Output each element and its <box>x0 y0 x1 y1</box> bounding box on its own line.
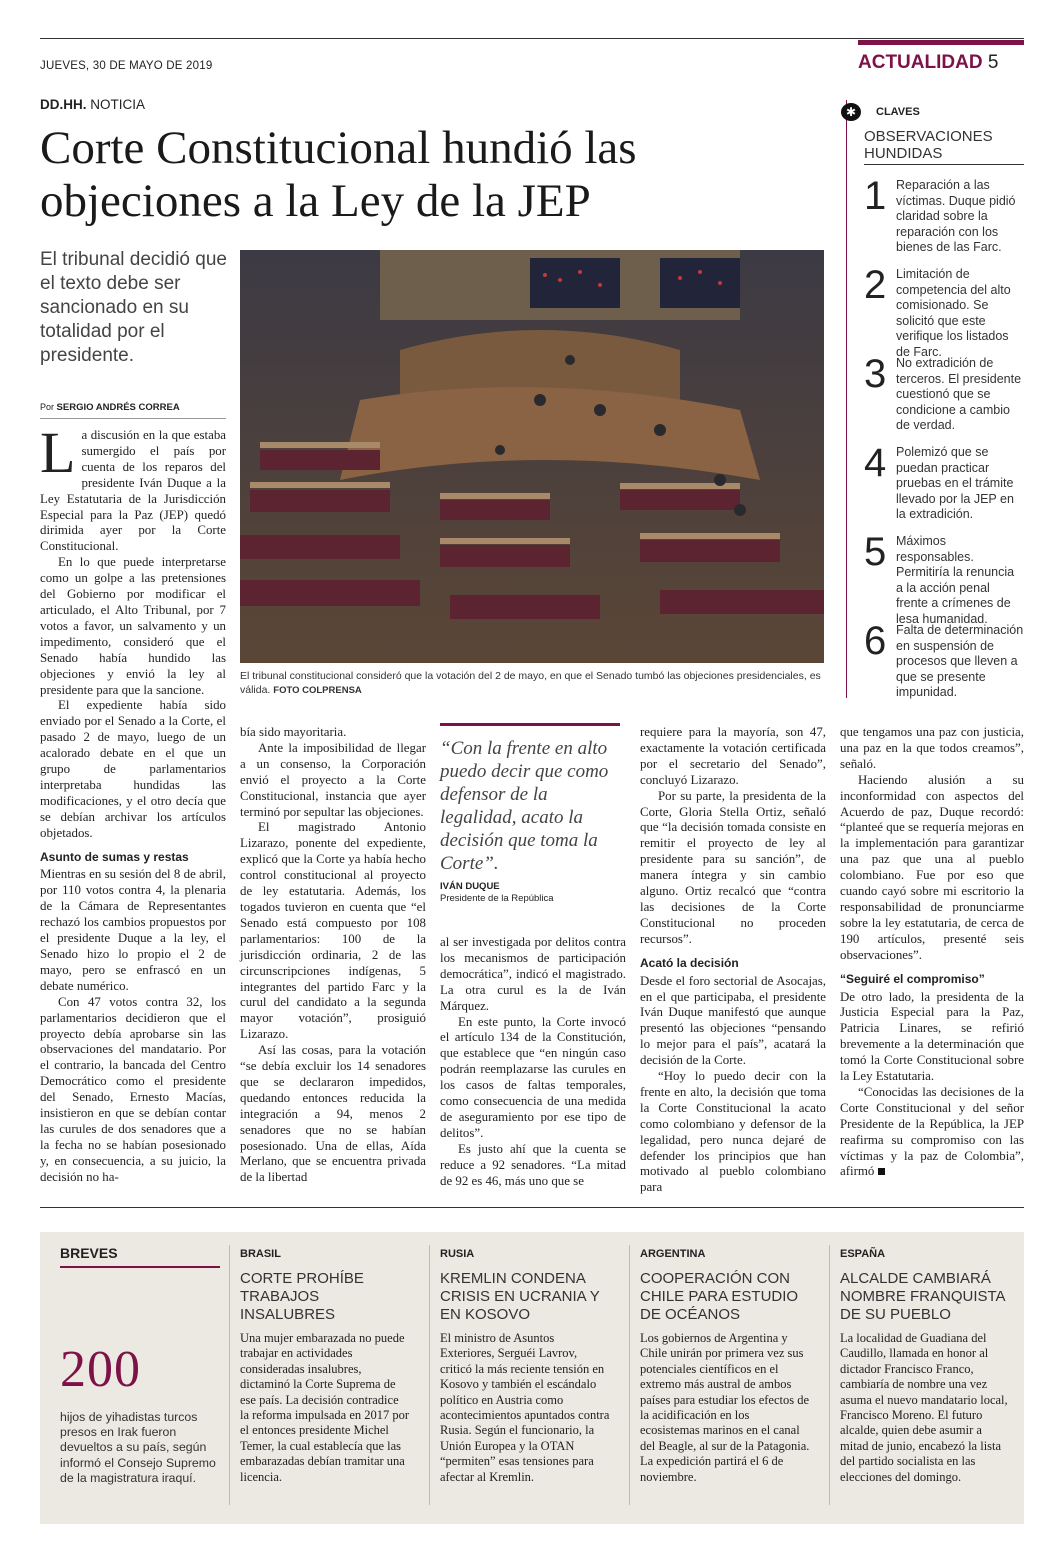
article-column-1 <box>40 420 226 1186</box>
clave-text: Polemizó que se puedan practicar pruebas en el trámite llevado por la JEP en la extradición. <box>896 445 1014 521</box>
clave-text: Falta de determinación en suspensión de procesos que lleven a que se presente impunidad. <box>896 623 1024 699</box>
clave-text: Máximos responsables. Permitiría la renuncia a la acción penal frente a crímenes de lesa humanidad. <box>896 534 1015 626</box>
breves-top-rule <box>40 1207 1024 1208</box>
clave-number: 2 <box>864 263 887 307</box>
article-column-3 <box>440 935 626 1190</box>
brief-body: La localidad de Guadiana del Caudillo, llamada en honor al dictador Francisco Franco, cambiaría de nombre una vez asuma el nuevo mandatario local, Francisco Moreno. El futuro alcalde, quien debe asumir a mitad de junio, encabezó la lista del partido socialista en las elecciones del domingo. <box>840 1331 1008 1484</box>
headline: Corte Constitucional hundió las objeciones a la Ley de la JEP <box>40 122 637 227</box>
paragraph: al ser investigada por delitos contra los mecanismos de participación democrática”, indicó el magistrado. La otra curul es la de Iván Márquez. <box>440 935 626 1013</box>
brief-body: El ministro de Asuntos Exteriores, Serguéi Lavrov, criticó la más reciente tensión en Kosovo y también el escándalo político en Austria como acontecimientos apuntados contra Rusia. Según el funcionario, la Unión Europea y la OTAN “permiten” esas tensiones para afectar al Kremlin. <box>440 1331 610 1484</box>
clave-number: 6 <box>864 619 887 663</box>
claves-title-rule <box>864 164 1024 165</box>
paragraph-text: “Conocidas las decisiones de la Corte Constitucional y del señor Presidente de la República, la JEP reafirma su compromiso con las víctimas y la paz de Colombia”, afirmó <box>840 1084 1024 1179</box>
paragraph: “Hoy lo puedo decir con la frente en alto, la decisión que toma la Corte Constitucional la acato como colombiano y defensor de la legalidad, pero nunca dejaré de defender los principios que han motivado al pueblo colombiano para <box>640 1069 826 1195</box>
brief-body: Una mujer embarazada no puede trabajar en actividades consideradas insalubres, dictaminó la Corte Suprema de ese país. La decisión contradice la reforma impulsada en 2017 por el entonces presidente Michel Temer, la cual establecía que las embarazadas debían tramitar una licencia. <box>240 1331 410 1484</box>
big-number: 200 <box>60 1341 141 1398</box>
subheading: Asunto de sumas y restas <box>40 849 189 864</box>
lead-text: a discusión en la que estaba sumergido el país por cuenta de los reparos del presidente Iván Duque a la Ley Estatutaria de la Jurisdicción Especial para la Paz (JEP) quedó dirimida ayer por la Corte Constitucional. <box>40 428 226 554</box>
page-number: 5 <box>987 52 999 73</box>
paragraph: requiere para la mayoría, son 47, exactamente la votación certificada por el secretario del Senado”, concluyó Lizarazo. <box>640 725 826 787</box>
paragraph: que tengamos una paz con justicia, una paz en la que todos creamos”, señaló. <box>840 725 1024 771</box>
clave-text: No extradición de terceros. El presidente cuestionó que se condicione a cambio de verdad. <box>896 356 1022 432</box>
breves-label: BREVES <box>60 1245 118 1261</box>
quote-attribution <box>440 881 554 905</box>
subhead: El tribunal decidió que el texto debe ser sancionado en su totalidad por el presidente. <box>40 249 227 366</box>
clave-text: Limitación de competencia del alto comisionado. Se solicitó que este verifique los listados de Farc. <box>896 267 1011 359</box>
end-mark-icon <box>878 1168 885 1175</box>
paragraph: Desde el foro sectorial de Asocajas, en el que participaba, el presidente Iván Duque manifestó que aunque presentó las objeciones “pensando lo mejor para el país”, acatará la decisión de la Corte. <box>640 973 826 1068</box>
subheading: Acató la decisión <box>640 955 739 970</box>
brief-country: RUSIA <box>440 1248 475 1260</box>
quote-role: Presidente de la República <box>440 893 554 904</box>
lead-paragraph <box>40 420 226 555</box>
brief-item <box>640 1248 810 1485</box>
brief-item <box>440 1248 610 1485</box>
paragraph: Ante la imposibilidad de llegar a un consenso, la Corporación envió el proyecto a la Corte Constitucional, instancia que ayer terminó por sepultar las objeciones. <box>240 740 426 819</box>
paragraph: El magistrado Antonio Lizarazo, ponente del expediente, explicó que la Corte ya había hecho control constitucional al proyecto de ley estatutaria. Además, los togados tuvieron en cuenta que “el Senado está compuesto por 108 parlamentarios: 100 de la jurisdicción ordinaria, 2 de las circunscripciones indígenas, 5 integrantes del partido Farc y la curul del candidato a la segunda mayor votación”, prosiguió Lizarazo. <box>240 820 426 1042</box>
key-icon: ✱ <box>841 103 861 121</box>
pull-quote: “Con la frente en alto puedo decir que como defensor de la legalidad, acato la decisión que toma la Corte”. <box>440 738 609 874</box>
brief-title: COOPERACIÓN CON CHILE PARA ESTUDIO DE OCÉANOS <box>640 1270 799 1323</box>
claves-label: CLAVES <box>876 106 920 118</box>
kicker-bold: DD.HH. <box>40 97 87 112</box>
clave-item <box>864 619 1024 703</box>
section-title <box>858 52 998 74</box>
clave-text: Reparación a las víctimas. Duque pidió claridad sobre la reparación con los bienes de las Farc. <box>896 178 1016 254</box>
breves-rule <box>60 1266 220 1268</box>
paragraph: El expediente había sido enviado por el Senado a la Corte, el pasado 2 de mayo, luego de un acalorado debate en el que un grupo de parlamentarios interpretaba hundidas las modificaciones, y el otro decía que se debían archivar los artículos objetados. <box>40 698 226 840</box>
brief-title: KREMLIN CONDENA CRISIS EN UCRANIA Y EN KOSOVO <box>440 1270 600 1323</box>
byline-rule <box>40 418 226 419</box>
photo-illustration <box>240 250 824 663</box>
clave-number: 5 <box>864 530 887 574</box>
brief-country: ESPAÑA <box>840 1248 886 1260</box>
paragraph: En este punto, la Corte invocó el artículo 134 de la Constitución, que establece que “en ningún caso podrán reemplazarse las curules en los casos de faltas temporales, como consecuencia de una medida de aseguramiento por ese tipo de delitos”. <box>440 1014 626 1140</box>
paragraph: Haciendo alusión a su inconformidad con aspectos del Acuerdo de paz, Duque recordó: “planteé que se requería mejoras en la implementación para garantizar una paz que una al pueblo colombiano. Fue por eso que cuando cayó sobre mi escritorio la responsabilidad de pronunciarme sobre la ley estatutaria, de cerca de 190 artículos, presenté seis observaciones”. <box>840 772 1024 962</box>
brief-title: CORTE PROHÍBE TRABAJOS INSALUBRES <box>240 1270 364 1323</box>
section-name: ACTUALIDAD <box>858 52 983 73</box>
issue-date: JUEVES, 30 DE MAYO DE 2019 <box>40 60 213 72</box>
brief-title: ALCALDE CAMBIARÁ NOMBRE FRANQUISTA DE SU PUEBLO <box>840 1270 1005 1323</box>
brief-country: ARGENTINA <box>640 1248 706 1260</box>
article-column-5 <box>840 725 1024 1180</box>
photo-caption <box>240 669 824 698</box>
subheading: “Seguiré el compromiso” <box>840 971 985 986</box>
claves-rule <box>846 100 847 698</box>
breves-divider <box>829 1245 830 1505</box>
clave-item <box>864 263 1024 359</box>
clave-number: 1 <box>864 174 887 218</box>
section-bar <box>858 40 1024 45</box>
byline-prefix: Por <box>40 402 55 412</box>
paragraph <box>840 1085 1024 1180</box>
quote-author: IVÁN DUQUE <box>440 881 500 892</box>
breves-divider <box>629 1245 630 1505</box>
breves-divider <box>429 1245 430 1505</box>
caption-text: El tribunal constitucional consideró que la votación del 2 de mayo, en que el Senado tumbó las objeciones presidenciales, es válida. <box>240 670 821 696</box>
paragraph: Así las cosas, para la votación “se debía excluir los 14 senadores que se declararon impedidos, quedando entonces reducida la integración a 94, menos 2 senadores que no se habían posesionado. Una de ellas, Aída Merlano, que se encuentra privada de la libertad <box>240 1043 426 1185</box>
breves-divider <box>229 1245 230 1505</box>
clave-item <box>864 352 1024 436</box>
top-rule <box>40 38 1024 39</box>
brief-item <box>240 1248 410 1485</box>
kicker-type: NOTICIA <box>90 97 146 112</box>
clave-item <box>864 530 1024 626</box>
dropcap: L <box>40 420 76 485</box>
paragraph: En lo que puede interpretarse como un golpe a las pretensiones del Gobierno por modificar el articulado, el Alto Tribunal, por 7 votos a favor, un salvamento y un impedimento, consideró que el Senado había hundido las objeciones y envió la ley al presidente para que la sancione. <box>40 555 226 697</box>
clave-item <box>864 174 1024 258</box>
article-column-2 <box>240 725 426 1186</box>
senate-chamber-photo <box>240 250 824 663</box>
brief-item <box>840 1248 1010 1485</box>
kicker <box>40 97 145 112</box>
paragraph-text: De otro lado, la presidenta de la Justicia Especial para la Paz, Patricia Linares, se refirió brevemente a la determinación que tomó la Corte Constitucional sobre la Ley Estatutaria. <box>840 989 1024 1084</box>
article-column-4 <box>640 725 826 1196</box>
paragraph: Mientras en su sesión del 8 de abril, por 110 votos contra 4, la plenaria de la Cámara de Representantes rechazó los cambios propuestos por el presidente Duque a la ley, el Senado hizo lo propio el 2 de mayo, pero se enfrascó en un debate numérico. <box>40 867 226 993</box>
paragraph <box>840 990 1024 1085</box>
byline <box>40 402 180 413</box>
clave-number: 3 <box>864 352 887 396</box>
paragraph: bía sido mayoritaria. <box>240 725 347 739</box>
clave-number: 4 <box>864 441 887 485</box>
big-number-text: hijos de yihadistas turcos presos en Irak fueron devueltos a su país, según informó el Consejo Supremo de la magistratura iraquí. <box>60 1410 216 1485</box>
clave-item <box>864 441 1024 525</box>
paragraph: Con 47 votos contra 32, los parlamentarios decidieron que el proyecto debía aprobarse sin las observaciones del mandatario. Por el contrario, la bancada del Centro Democrático como el presidente del Senado, Ernesto Macías, insistieron en que se debían contar las curules de dos senadores que a la fecha no se habían posesionado y, en consecuencia, a su juicio, la decisión no ha- <box>40 994 226 1184</box>
claves-title: OBSERVACIONES HUNDIDAS <box>864 128 993 162</box>
quote-rule <box>440 723 620 726</box>
photo-credit: FOTO COLPRENSA <box>273 685 362 696</box>
brief-body: Los gobiernos de Argentina y Chile unirán por primera vez sus potenciales científicos en el extremo más austral de ambos países para estudiar los efectos de la acidificación en los ecosistemas marinos en el canal del Beagle, al sur de la Patagonia. La expedición partirá el 6 de noviembre. <box>640 1331 810 1484</box>
paragraph: Por su parte, la presidenta de la Corte, Gloria Stella Ortiz, señaló que “la decisión tomada consiste en remitir el proyecto de ley al presidente para su sanción”, de manera íntegra y sin cambio alguno. Ortiz recalcó que “contra las decisiones de la Corte Constitucional no proceden recursos”. <box>640 788 826 946</box>
byline-author: SERGIO ANDRÉS CORREA <box>56 402 180 413</box>
brief-country: BRASIL <box>240 1248 281 1260</box>
paragraph: Es justo ahí que la cuenta se reduce a 92 senadores. “La mitad de 92 es 46, más uno que se <box>440 1141 626 1188</box>
